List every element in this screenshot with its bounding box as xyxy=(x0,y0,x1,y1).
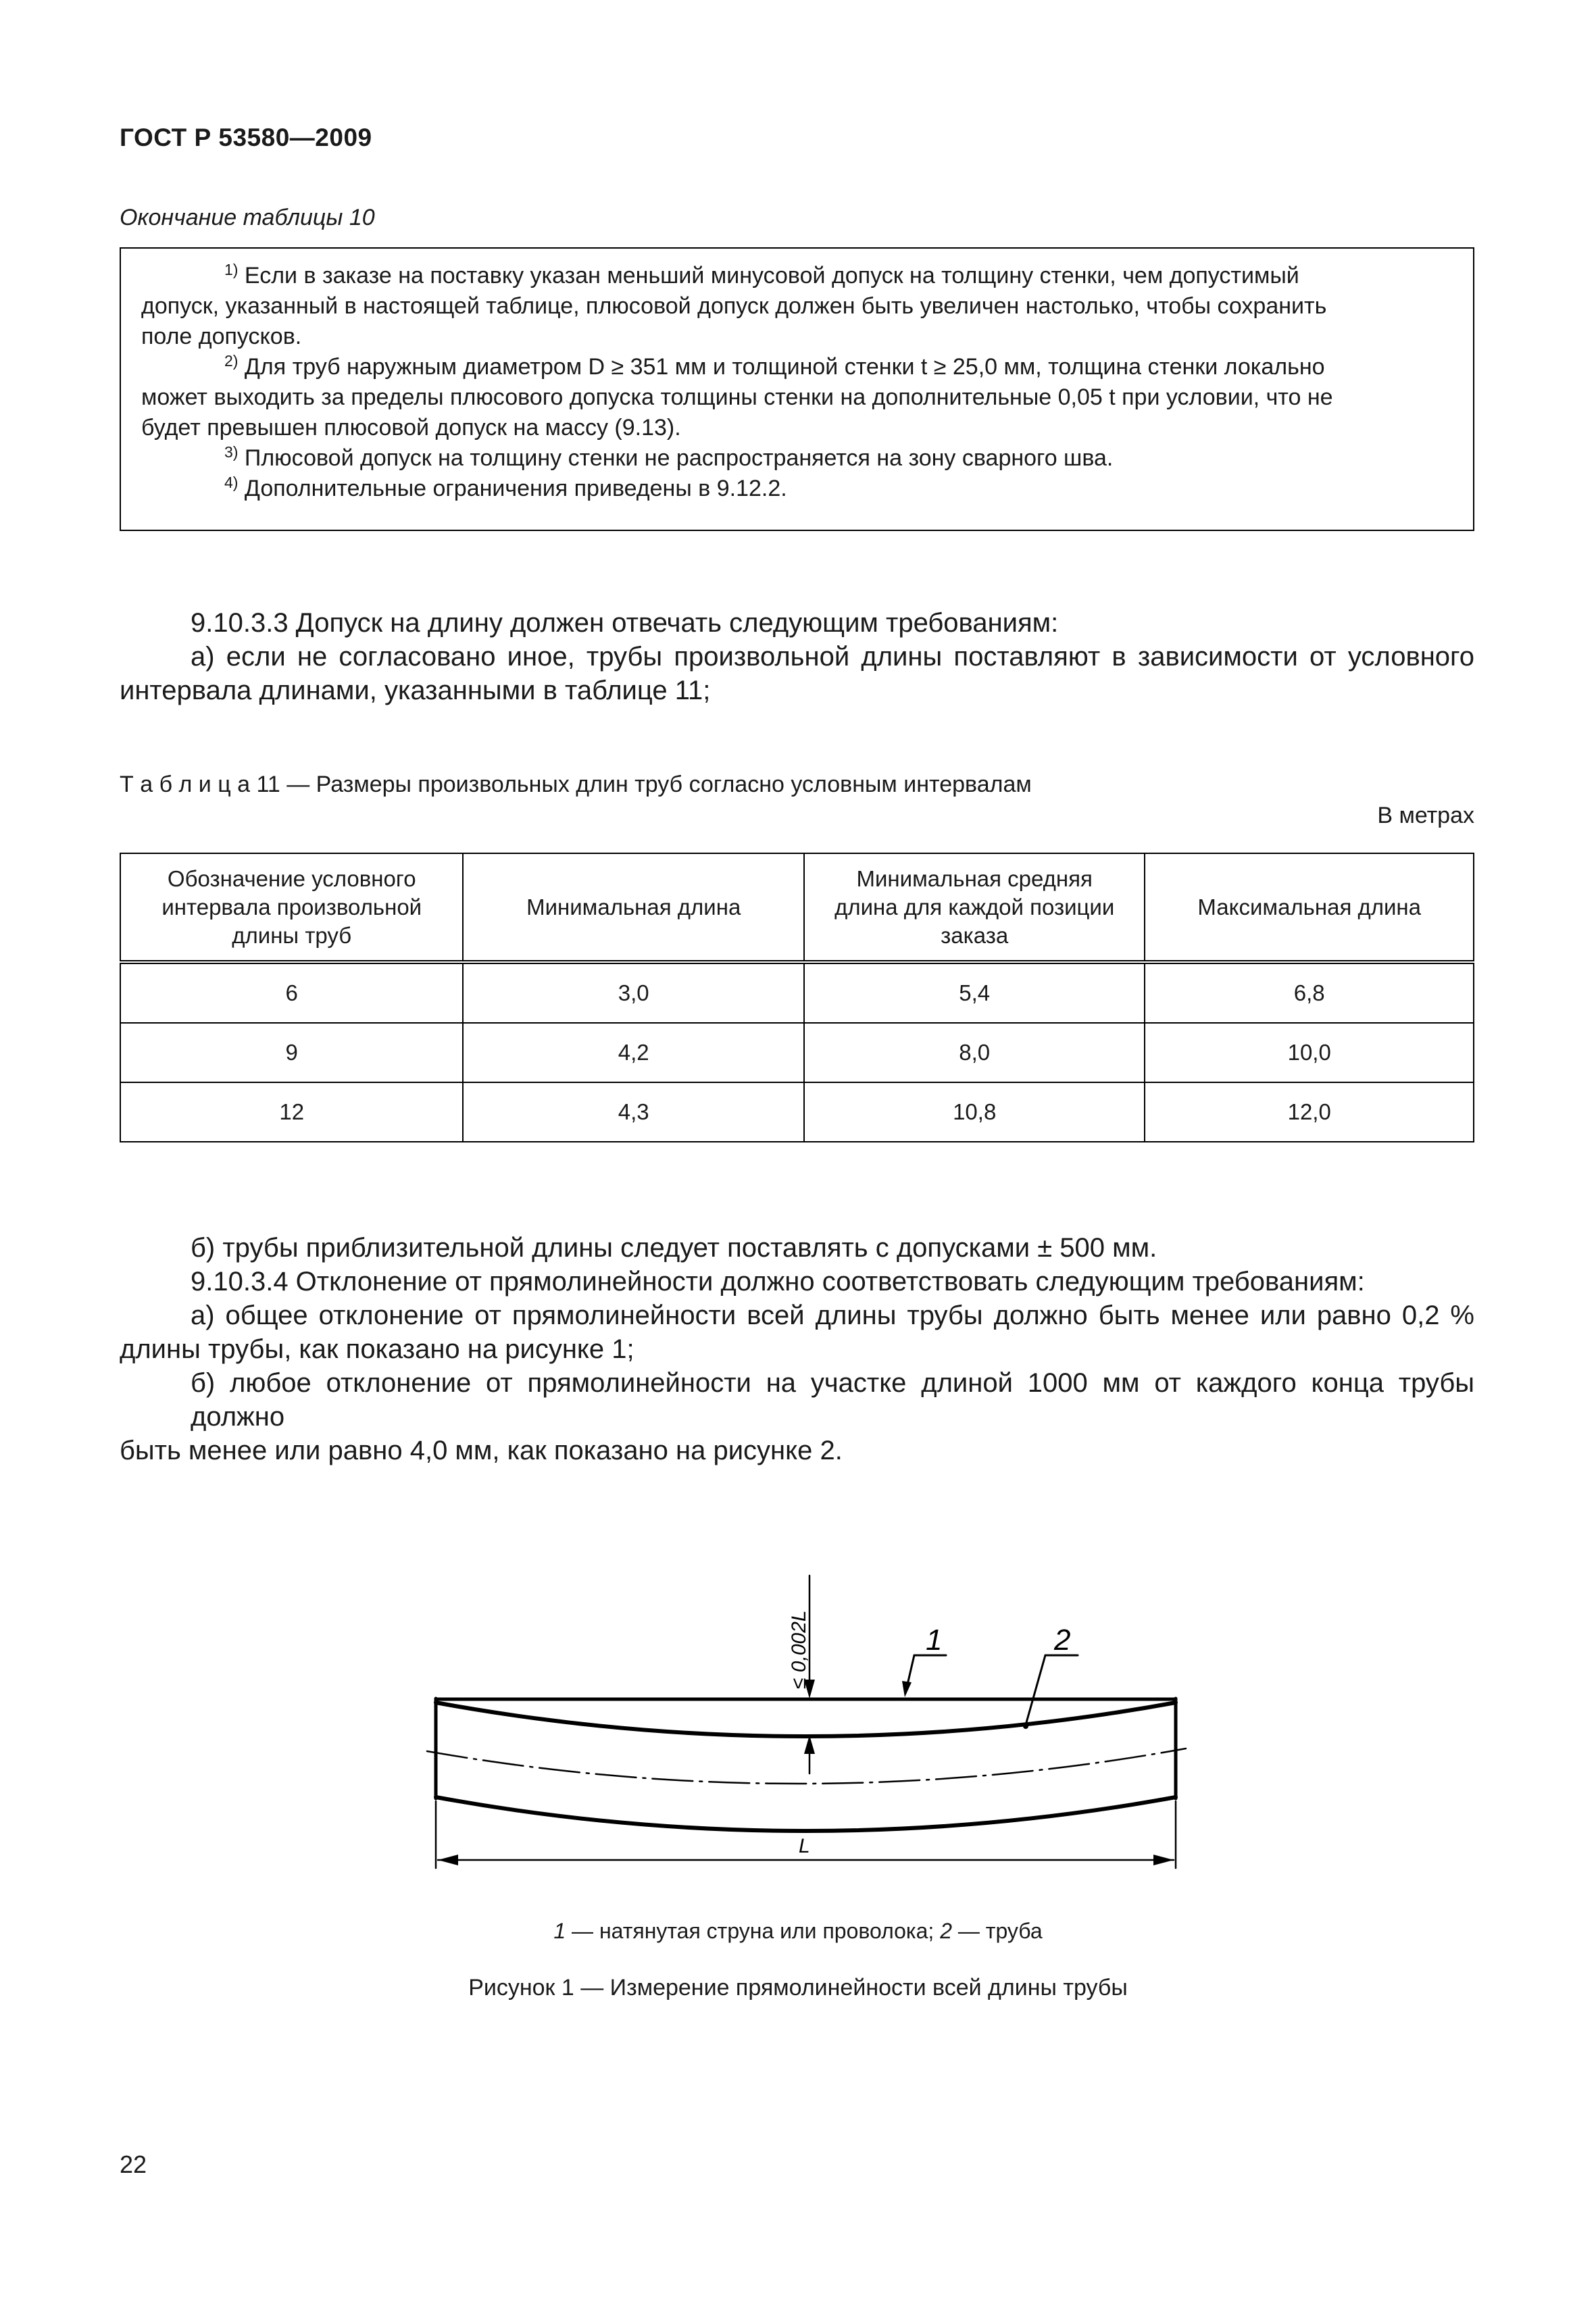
footnote-mark: 2) xyxy=(224,352,239,370)
paragraph-straightness xyxy=(120,1231,1474,1467)
table-cell: 6 xyxy=(120,962,463,1023)
leader-2 xyxy=(1026,1655,1045,1725)
legend-number: 2 xyxy=(940,1919,952,1943)
table-row xyxy=(120,1082,1474,1142)
figure-1-caption: Рисунок 1 — Измерение прямолинейности всей длины трубы xyxy=(468,1975,1128,2001)
column-header: Максимальная длина xyxy=(1145,853,1474,962)
table-continuation-caption: Окончание таблицы 10 xyxy=(120,205,375,230)
table-11-units: В метрах xyxy=(1377,803,1474,828)
deflection-label: ≤ 0,002L xyxy=(788,1610,810,1689)
footnote-line: Для труб наружным диаметром D ≥ 351 мм и толщиной стенки t ≥ 25,0 мм, толщина стенки локально xyxy=(244,354,1325,380)
column-header: Минимальная средняя длина для каждой позиции заказа xyxy=(804,853,1145,962)
figure-1-pipe-straightness xyxy=(405,1547,1189,1898)
callout-2: 2 xyxy=(1054,1624,1071,1657)
footnote-line: может выходить за пределы плюсового допуска толщины стенки на дополнительные 0,05 t при условии, что не xyxy=(141,384,1333,410)
legend-number: 1 xyxy=(553,1919,566,1943)
table-cell: 10,0 xyxy=(1145,1023,1474,1082)
footnote-line: допуск, указанный в настоящей таблице, плюсовой допуск должен быть увеличен настолько, чтобы сохранить xyxy=(141,293,1327,319)
text-line: 9.10.3.4 Отклонение от прямолинейности должно соответствовать следующим требованиям: xyxy=(191,1267,1365,1297)
pipe-bottom-edge xyxy=(436,1797,1176,1831)
page-number: 22 xyxy=(120,2150,147,2178)
table-row xyxy=(120,1023,1474,1082)
table-cell: 12,0 xyxy=(1145,1082,1474,1142)
document-header: ГОСТ Р 53580—2009 xyxy=(120,124,372,151)
text-line: б) любое отклонение от прямолинейности на участке длиной 1000 мм от каждого конца трубы должно xyxy=(191,1368,1474,1432)
text-line: быть менее или равно 4,0 мм, как показано на рисунке 2. xyxy=(120,1436,843,1465)
table-11-title: Т а б л и ц а 11 — Размеры произвольных длин труб согласно условным интервалам xyxy=(120,772,1032,797)
footnote-line: Плюсовой допуск на толщину стенки не распространяется на зону сварного шва. xyxy=(244,445,1114,471)
footnote-2 xyxy=(141,352,1454,443)
legend-text: — труба xyxy=(952,1919,1043,1943)
table-cell: 10,8 xyxy=(804,1082,1145,1142)
table-11 xyxy=(120,853,1474,1142)
leader-2-dot xyxy=(1023,1724,1028,1729)
text-line: б) трубы приблизительной длины следует поставлять с допусками ± 500 мм. xyxy=(191,1233,1157,1263)
table-cell: 3,0 xyxy=(463,962,803,1023)
pipe-top-edge xyxy=(436,1703,1176,1736)
table-cell: 4,3 xyxy=(463,1082,803,1142)
paragraph-length-tolerance xyxy=(120,606,1474,707)
footnote-1 xyxy=(141,261,1454,352)
table-cell: 4,2 xyxy=(463,1023,803,1082)
footnote-3 xyxy=(141,443,1454,474)
table-header-row xyxy=(120,853,1474,962)
length-label: L xyxy=(799,1835,810,1857)
footnote-line: Дополнительные ограничения приведены в 9.12.2. xyxy=(244,476,787,501)
table-cell: 6,8 xyxy=(1145,962,1474,1023)
leader-1-arrowhead xyxy=(902,1681,912,1697)
text-line: а) если не согласовано иное, трубы произвольной длины поставляют в зависимости от условного xyxy=(191,642,1474,672)
table-10-footnotes xyxy=(120,247,1474,531)
table-cell: 12 xyxy=(120,1082,463,1142)
dim-arrowhead-left xyxy=(438,1855,458,1865)
footnote-line: будет превышен плюсовой допуск на массу (9.13). xyxy=(141,415,681,441)
footnote-mark: 1) xyxy=(224,261,239,278)
table-row xyxy=(120,962,1474,1023)
text-line: а) общее отклонение от прямолинейности всей длины трубы должно быть менее или равно 0,2 % xyxy=(191,1301,1474,1330)
footnote-mark: 3) xyxy=(224,443,239,461)
footnote-line: поле допусков. xyxy=(141,324,302,349)
footnote-mark: 4) xyxy=(224,474,239,491)
text-line: интервала длинами, указанными в таблице 11; xyxy=(120,676,711,705)
column-header: Обозначение условного интервала произвольной длины труб xyxy=(120,853,463,962)
footnote-line: Если в заказе на поставку указан меньший минусовой допуск на толщину стенки, чем допустимый xyxy=(244,263,1299,288)
footnote-4 xyxy=(141,474,1454,504)
column-header: Минимальная длина xyxy=(463,853,803,962)
legend-text: — натянутая струна или проволока; xyxy=(566,1919,941,1943)
table-cell: 5,4 xyxy=(804,962,1145,1023)
text-line: 9.10.3.3 Допуск на длину должен отвечать следующим требованиям: xyxy=(191,608,1059,638)
table-cell: 8,0 xyxy=(804,1023,1145,1082)
callout-1: 1 xyxy=(926,1624,943,1657)
dim-arrowhead-right xyxy=(1153,1855,1174,1865)
table-cell: 9 xyxy=(120,1023,463,1082)
figure-1-legend xyxy=(0,1919,1596,1944)
text-line: длины трубы, как показано на рисунке 1; xyxy=(120,1334,634,1364)
